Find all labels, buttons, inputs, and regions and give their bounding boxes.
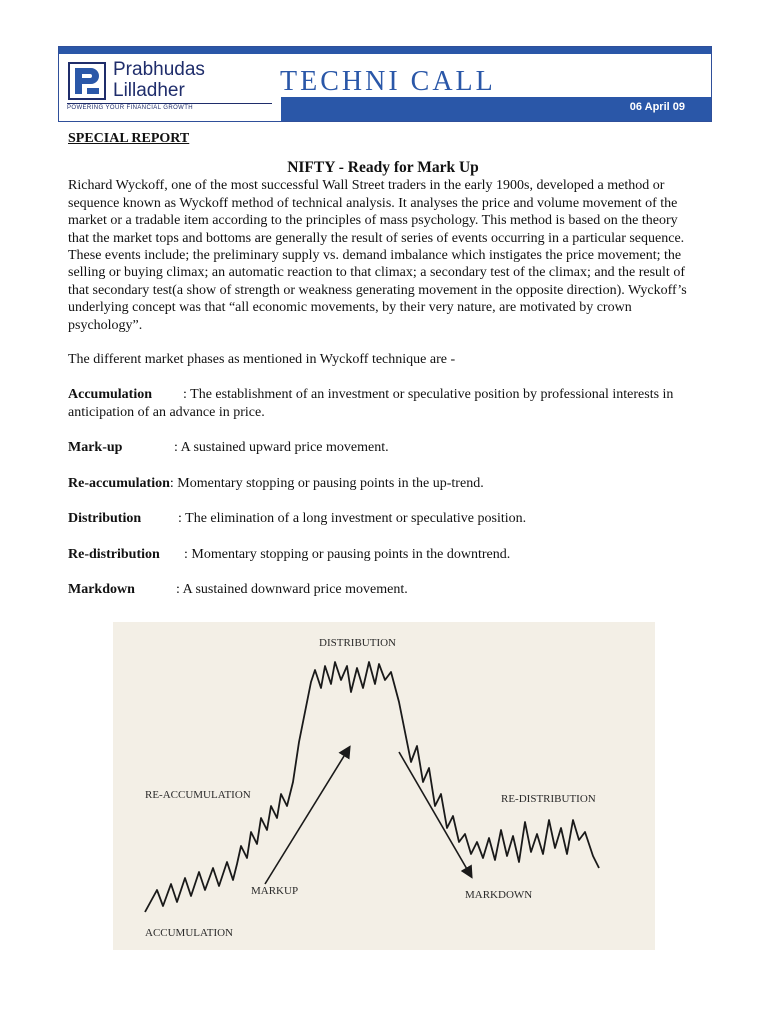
definition-term: Distribution xyxy=(68,511,142,527)
phases-intro: The different market phases as mentioned in Wyckoff technique are - xyxy=(68,352,456,368)
definition-text: : Momentary stopping or pausing points in the downtrend. xyxy=(184,546,511,562)
definition-redistribution xyxy=(68,546,698,563)
intro-paragraph: Richard Wyckoff, one of the most successful Wall Street traders in the early 1900s, developed a method or sequence known as Wyckoff method of technical analysis. It analyses the price and volume movement of the market or a tradable item according to the principles of mass psychology. This method is based on the theory that the market tops and bottoms are generally the result of series of events occurring in a particular sequence. These events include; the preliminary supply vs. demand imbalance which instigates the price movement; the selling or buying climax; an automatic reaction to that climax; a secondary test of the climax; and the result of that secondary test(a show of strength or weakness generating movement in the opposite direction). Wyckoff’s underlying concept was that “all economic movements, by their very nature, are motivated by crown psychology”. xyxy=(68,178,687,333)
definition-text: : A sustained upward price movement. xyxy=(174,440,389,456)
definition-term: Mark-up xyxy=(68,440,123,456)
definition-accumulation xyxy=(68,386,698,421)
section-label: SPECIAL REPORT xyxy=(68,131,190,146)
definition-markup xyxy=(68,439,698,456)
definition-text: : The establishment of an investment or speculative position by professional interests in anticipation of an advance in price. xyxy=(68,387,674,420)
logo-mark-icon xyxy=(67,61,107,101)
definition-term: Accumulation xyxy=(68,387,152,403)
definition-text: : Momentary stopping or pausing points in the up-trend. xyxy=(169,475,484,491)
label-reaccumulation: RE-ACCUMULATION xyxy=(145,789,251,801)
label-markdown: MARKDOWN xyxy=(465,889,533,901)
definition-text: : A sustained downward price movement. xyxy=(176,581,408,597)
definition-markdown xyxy=(68,581,698,598)
report-body xyxy=(68,130,698,598)
definition-term: Re-accumulation xyxy=(68,475,170,491)
company-logo xyxy=(67,59,272,115)
definition-reaccumulation xyxy=(68,475,698,492)
price-path-line xyxy=(145,662,599,912)
label-accumulation: ACCUMULATION xyxy=(145,927,233,939)
label-markup: MARKUP xyxy=(251,885,299,897)
definition-distribution xyxy=(68,510,698,527)
report-title: NIFTY - Ready for Mark Up xyxy=(287,159,479,177)
markdown-arrow xyxy=(399,752,471,876)
newsletter-title: TECHNI CALL xyxy=(280,66,496,97)
wyckoff-diagram-svg xyxy=(113,622,655,950)
header-top-bar xyxy=(59,47,711,54)
report-header xyxy=(58,46,712,122)
label-distribution: DISTRIBUTION xyxy=(319,637,396,649)
logo-tagline: POWERING YOUR FINANCIAL GROWTH xyxy=(67,103,272,111)
label-redistribution: RE-DISTRIBUTION xyxy=(501,793,596,805)
wyckoff-phases-diagram xyxy=(113,622,655,950)
definition-text: : The elimination of a long investment or speculative position. xyxy=(178,511,527,527)
logo-name-line-1: Prabhudas xyxy=(113,59,205,80)
definition-term: Markdown xyxy=(68,581,135,597)
report-date: 06 April 09 xyxy=(629,101,685,113)
definition-term: Re-distribution xyxy=(68,546,160,562)
logo-name-line-2: Lilladher xyxy=(113,80,185,101)
